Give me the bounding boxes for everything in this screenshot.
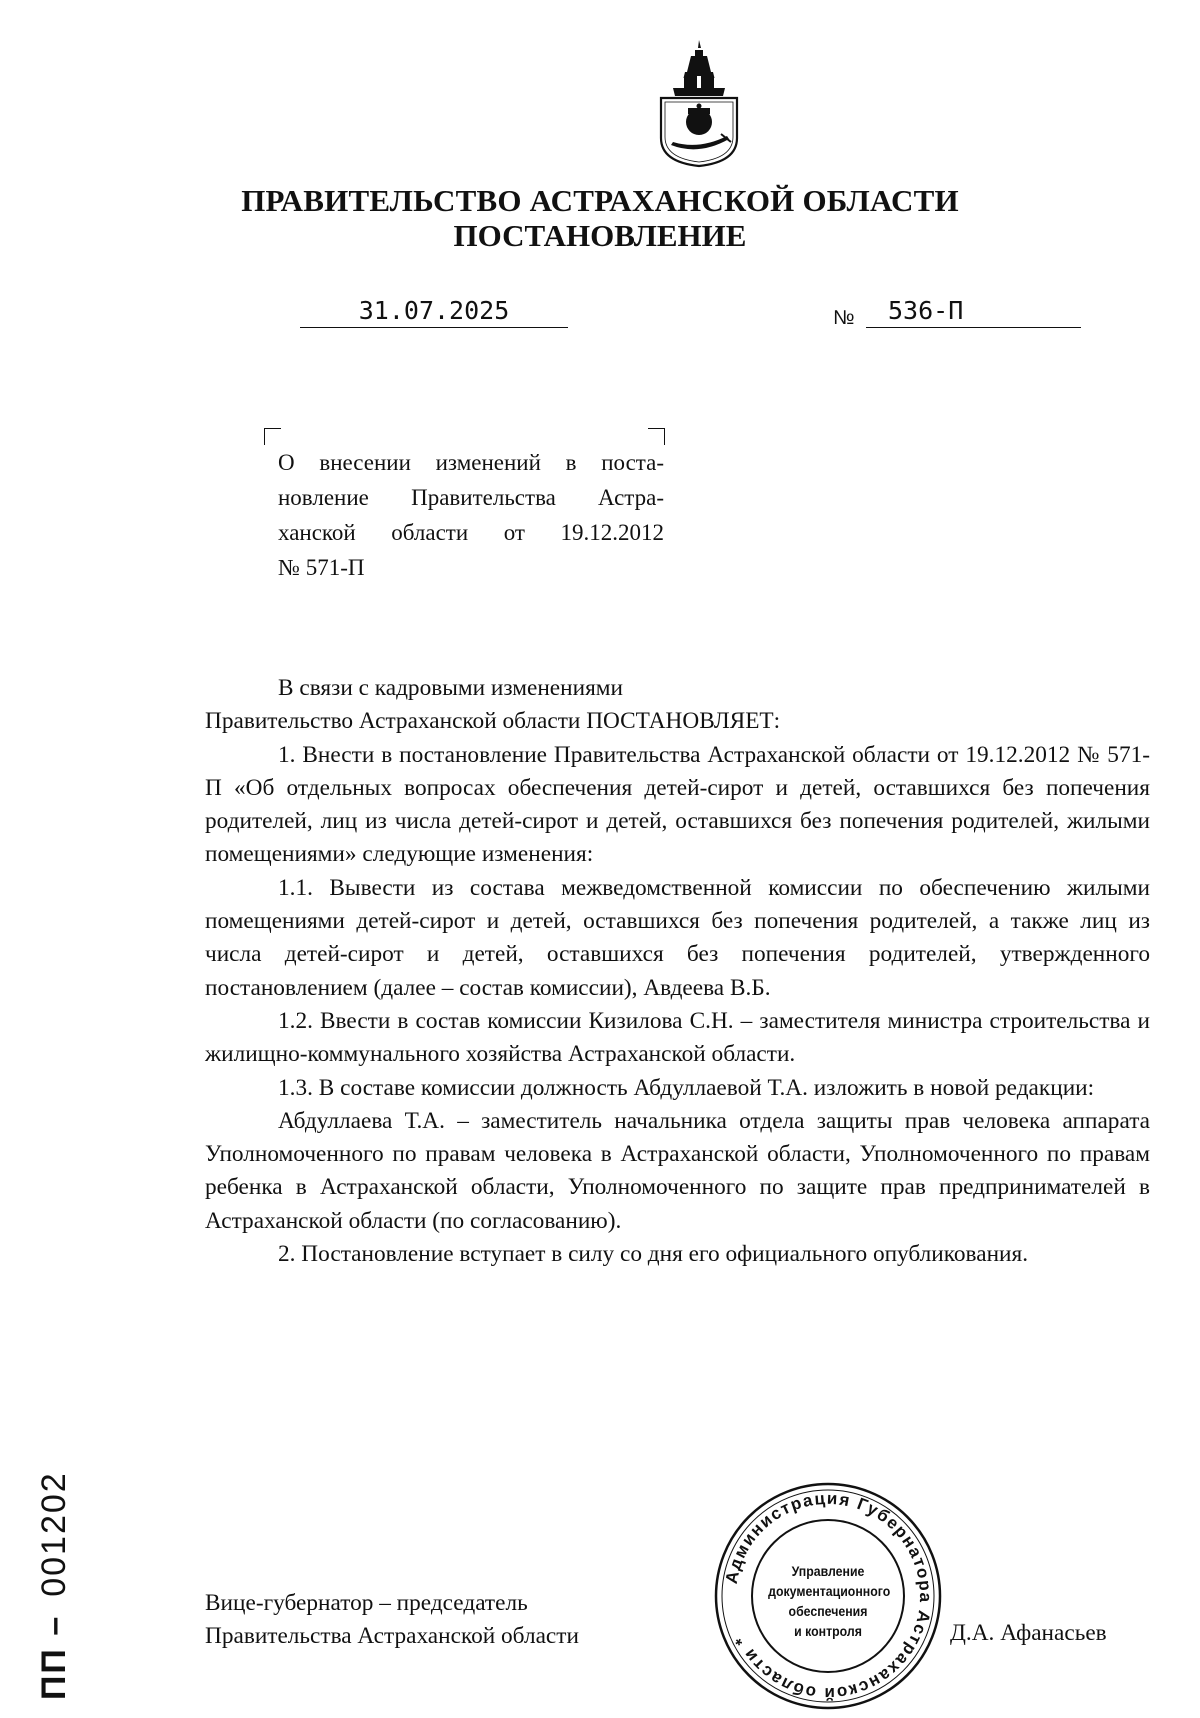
subject-line: О внесении изменений в поста-	[278, 450, 664, 475]
stamp-center-line: Управление	[791, 1563, 865, 1579]
clause-2: 2. Постановление вступает в силу со дня его официального опубликования.	[278, 1241, 1029, 1268]
clause-1-1: 1.1. Вывести из состава межведомственной комиссии по обеспечению жилыми помещениями детей-сирот и детей, оставшихся без попечения родителей, а также лиц из числа детей-сирот и детей, оставшихся без попечения родителей, утвержденного постановлением (далее – состав комиссии), Авдеева В.Б.	[205, 874, 1150, 1001]
clause-1: 1. Внести в постановление Правительства Астраханской области от 19.12.2012 № 571-П «Об отдельных вопросах обеспечения детей-сирот и детей, оставшихся без попечения родителей, лиц из числа детей-сирот и детей, оставшихся без попечения родителей, жилыми помещениями» следующие изменения:	[205, 741, 1150, 868]
document-date: 31.07.2025	[300, 296, 568, 328]
subject-bracket-left	[264, 428, 281, 445]
stamp-center-line: обеспечения	[788, 1603, 868, 1619]
signatory-position-line: Правительства Астраханской области	[205, 1623, 579, 1649]
clause-1-3: 1.3. В составе комиссии должность Абдуллаевой Т.А. изложить в новой редакции:	[278, 1074, 1095, 1101]
coat-of-arms-icon	[651, 38, 747, 168]
organization-title: ПРАВИТЕЛЬСТВО АСТРАХАНСКОЙ ОБЛАСТИ	[241, 183, 959, 218]
clause-1-3-text: Абдуллаева Т.А. – заместитель начальника отдела защиты прав человека аппарата Уполномоченного по правам человека в Астраханской области, Уполномоченного по правам ребенка в Астраханской области, Уполномоченного по защите прав предпринимателей в Астраханской области (по согласованию).	[205, 1107, 1150, 1234]
document-subject	[278, 445, 664, 585]
margin-serial	[35, 1471, 74, 1700]
subject-line: новление Правительства Астра-	[278, 485, 664, 510]
resolution-line: Правительство Астраханской области ПОСТАНОВЛЯЕТ:	[205, 708, 781, 735]
serial-code: 001202	[35, 1471, 73, 1597]
signatory-position	[205, 1587, 579, 1653]
signatory-position-line: Вице-губернатор – председатель	[205, 1590, 528, 1616]
document-body	[205, 672, 1150, 1271]
stamp-center-line: и контроля	[794, 1623, 862, 1639]
document-type: ПОСТАНОВЛЕНИЕ	[453, 218, 747, 253]
stamp-center-line: документационного	[768, 1583, 891, 1599]
number-label: №	[833, 307, 855, 329]
subject-line: № 571-П	[278, 555, 365, 580]
signatory-name: Д.А. Афанасьев	[950, 1620, 1107, 1646]
subject-line: ханской области от 19.12.2012	[278, 520, 664, 545]
clause-1-2: 1.2. Ввести в состав комиссии Кизилова С.Н. – заместителя министра строительства и жилищно-коммунального хозяйства Астраханской области.	[205, 1007, 1150, 1068]
preamble-line: В связи с кадровыми изменениями	[278, 675, 624, 701]
document-number: 536-П	[866, 296, 1081, 328]
serial-prefix: ПП –	[35, 1614, 73, 1700]
stamp-ring-text: Администрация Губернатора Астраханской области *	[721, 1488, 936, 1704]
stamp-center-text	[768, 1561, 891, 1641]
subject-bracket-right	[648, 428, 665, 445]
